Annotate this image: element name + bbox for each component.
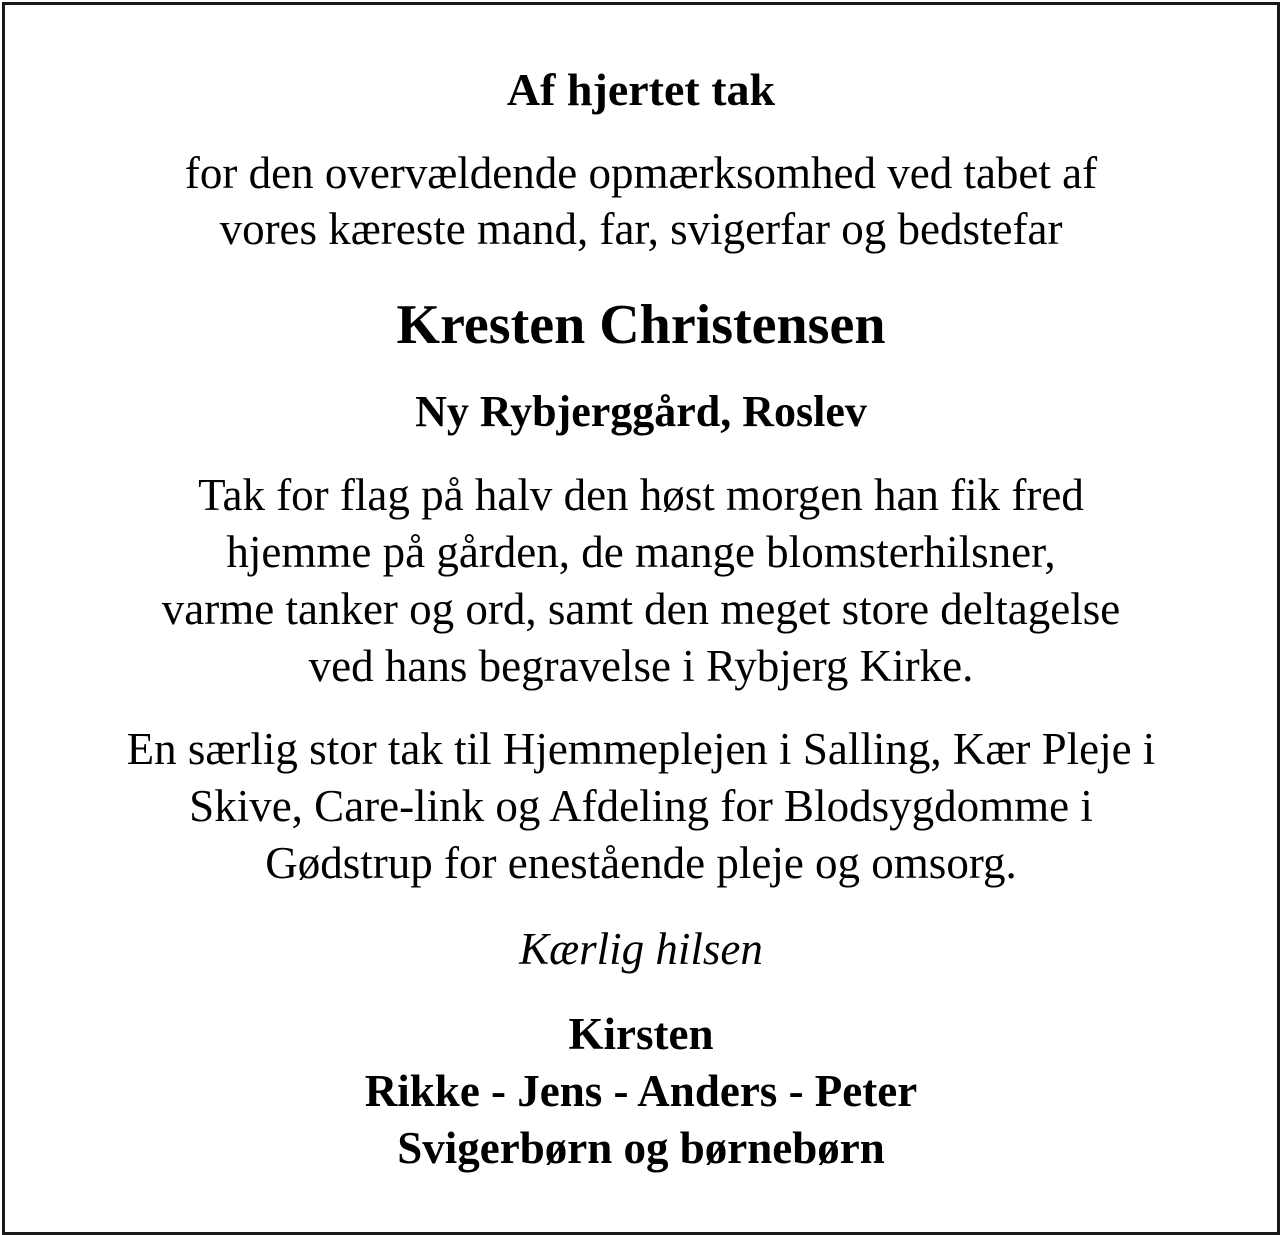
intro-line: for den overvældende opmærksomhed ved tabet af <box>184 148 1098 198</box>
thanks-line: hjemme på gården, de mange blomsterhilsner, <box>226 527 1056 577</box>
signer-line: Svigerbørn og børnebørn <box>397 1123 885 1173</box>
signer-line: Kirsten <box>568 1009 714 1059</box>
intro-line: vores kæreste mand, far, svigerfar og bedstefar <box>219 204 1063 254</box>
deceased-name: Kresten Christensen <box>396 294 886 356</box>
special-thanks-line: Skive, Care-link og Afdeling for Blodsygdomme i <box>189 781 1093 831</box>
deceased-address: Ny Rybjerggård, Roslev <box>415 387 867 436</box>
thanks-line: Tak for flag på halv den høst morgen han fik fred <box>198 470 1084 520</box>
signer-line: Rikke - Jens - Anders - Peter <box>364 1066 918 1116</box>
intro-text <box>5 145 1277 257</box>
special-thanks-line: En særlig stor tak til Hjemmeplejen i Salling, Kær Pleje i <box>126 724 1156 774</box>
thanks-line: ved hans begravelse i Rybjerg Kirke. <box>308 641 974 691</box>
notice-heading: Af hjertet tak <box>506 64 776 115</box>
notice-frame <box>2 2 1280 1235</box>
thanks-paragraph <box>5 467 1277 695</box>
special-thanks-paragraph <box>5 721 1277 892</box>
thanks-line: varme tanker og ord, samt den meget store deltagelse <box>161 584 1121 634</box>
signers <box>5 1006 1277 1177</box>
special-thanks-line: Gødstrup for enestående pleje og omsorg. <box>265 838 1017 888</box>
closing-greeting: Kærlig hilsen <box>519 924 763 974</box>
